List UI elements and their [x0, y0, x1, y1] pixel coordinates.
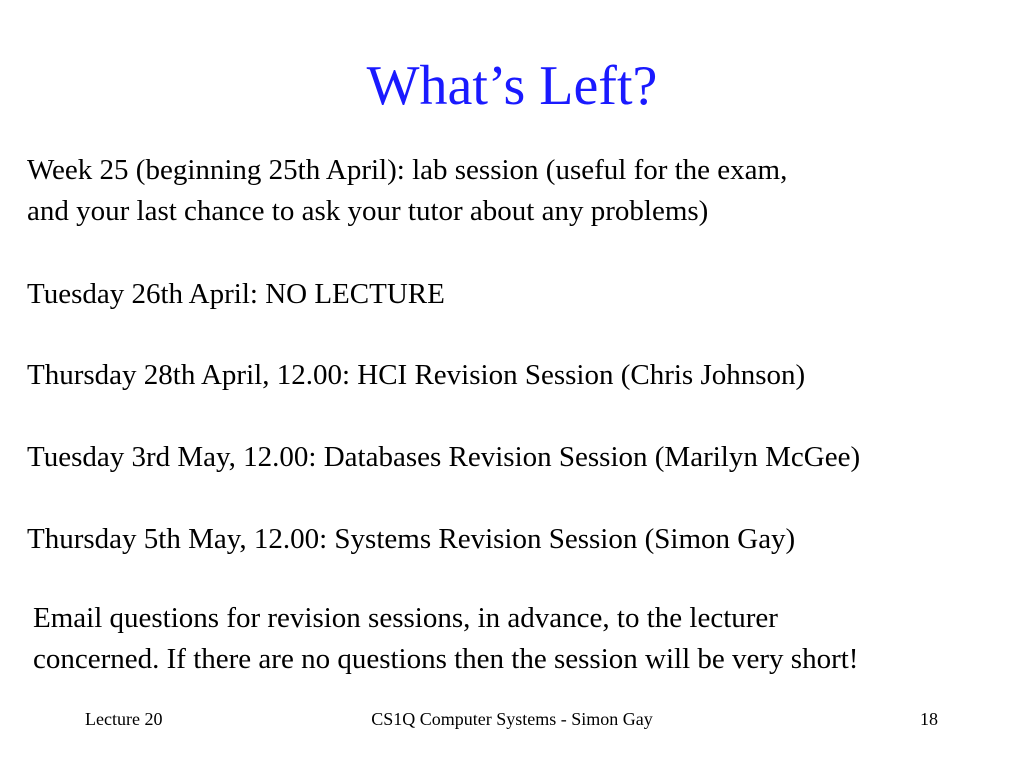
schedule-item-tuesday-26th: Tuesday 26th April: NO LECTURE: [27, 278, 445, 310]
schedule-item-tuesday-3rd: Tuesday 3rd May, 12.00: Databases Revision Session (Marilyn McGee): [27, 441, 861, 473]
schedule-item-thursday-5th: Thursday 5th May, 12.00: Systems Revision Session (Simon Gay): [27, 523, 796, 555]
footer-slide-number: 18: [920, 709, 938, 729]
footer-lecture-number: Lecture 20: [85, 709, 163, 729]
schedule-item-week25-line1: Week 25 (beginning 25th April): lab session (useful for the exam,: [27, 154, 788, 186]
email-note-line2: concerned. If there are no questions then the session will be very short!: [33, 643, 859, 675]
email-note-line1: Email questions for revision sessions, in advance, to the lecturer: [33, 602, 778, 634]
footer-course-title: CS1Q Computer Systems - Simon Gay: [371, 709, 653, 729]
schedule-item-thursday-28th: Thursday 28th April, 12.00: HCI Revision Session (Chris Johnson): [27, 359, 806, 391]
email-note: [33, 598, 858, 680]
schedule-item-week25: [27, 150, 787, 232]
slide-title: What’s Left?: [366, 55, 658, 117]
schedule-item-week25-line2: and your last chance to ask your tutor about any problems): [27, 195, 709, 227]
